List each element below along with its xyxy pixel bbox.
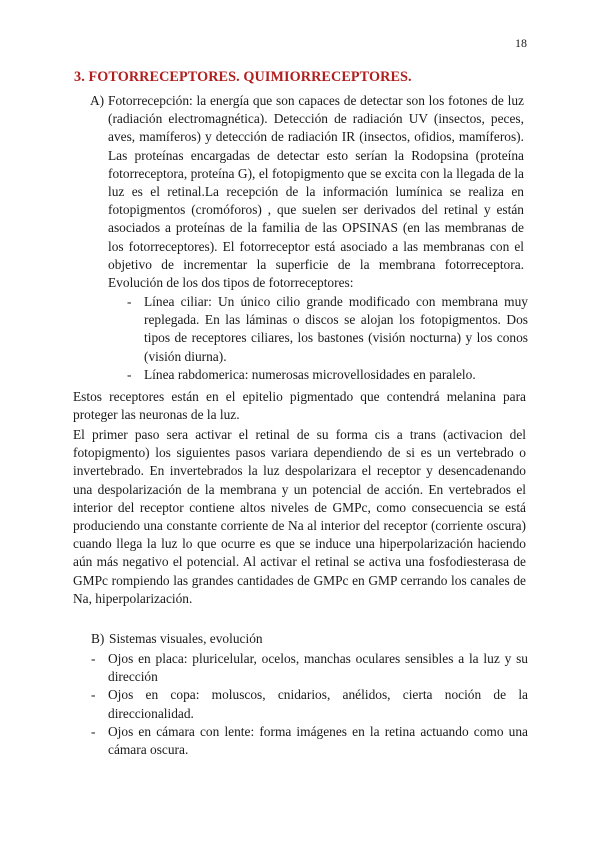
bullet-dash: - xyxy=(127,294,132,309)
list-item-text: Ojos en cámara con lente: forma imágenes en la retina actuando como una cámara oscura. xyxy=(108,723,528,758)
list-item xyxy=(0,686,600,722)
list-item-text: Línea ciliar: Un único cilio grande modificado con membrana muy replegada. En las láminas o discos se alojan los fotopigmentos. Dos tipos de receptores ciliares, los bastones (visión nocturna) y los conos (visión diurna). xyxy=(144,294,528,364)
paragraph-text: Estos receptores están en el epitelio pigmentado que contendrá melanina para proteger las neuronas de la luz. xyxy=(73,389,526,423)
section-a-marker: A) xyxy=(90,93,105,108)
section-a xyxy=(0,92,600,292)
photoreceptor-lines-list xyxy=(0,293,600,384)
section-b-marker: B) xyxy=(91,631,105,646)
list-item-text: Línea rabdomerica: numerosas microvellosidades en paralelo. xyxy=(144,366,476,382)
paragraph-retinal xyxy=(73,426,526,608)
section-a-text: Fotorrecepción: la energía que son capaces de detectar son los fotones de luz (radiación electromagnética). Detección de radiación UV (insectos, peces, aves, mamíferos) y detección de radiación IR (insectos, ofidios, mamíferos). Las proteínas encargadas de detectar esto serían la Rodopsina (proteína fotorreceptora, proteína G), el fotopigmento que se excita con la llegada de la luz es el retinal.La recepción de la información lumínica se realiza en fotopigmentos (cromóforos) , que suelen ser derivados del retinal y están asociados a proteínas de la familia de las OPSINAS (en las membranas de los fotorreceptores). El fotorreceptor está asociado a las membranas con el objetivo de incrementar la superficie de la membrana fotorreceptora. Evolución de los dos tipos de fotorreceptores: xyxy=(108,93,524,291)
bullet-dash: - xyxy=(91,687,96,703)
section-b xyxy=(0,630,600,648)
page-number: 18 xyxy=(515,36,527,50)
bullet-dash: - xyxy=(91,651,96,666)
bullet-dash: - xyxy=(91,723,96,739)
list-item-text: Ojos en placa: pluricelular, ocelos, manchas oculares sensibles a la luz y su dirección xyxy=(108,651,528,685)
list-item-text: Ojos en copa: moluscos, cnidarios, anélidos, cierta noción de la direccionalidad. xyxy=(108,687,528,721)
section-heading: 3. FOTORRECEPTORES. QUIMIORRECEPTORES. xyxy=(74,69,412,85)
list-item xyxy=(0,366,600,384)
list-item xyxy=(0,723,600,759)
visual-systems-list xyxy=(0,650,600,759)
paragraph-text: El primer paso sera activar el retinal de su forma cis a trans (activacion del fotopigmento) los siguientes pasos variara dependiendo de si es un vertebrado o invertebrado. En invertebrados la luz despolarizara el receptor y desencadenando una despolarización de la membrana y un potencial de acción. En vertebrados el interior del receptor contiene altos niveles de GMPc, como consecuencia se está produciendo una constante corriente de Na al interior del receptor (corriente oscura) cuando llega la luz lo que ocurre es que se induce una hiperpolarización haciendo aún más negativo el potencial. Al activar el retinal se activa una fosfodiesterasa de GMPc rompiendo las grandes cantidades de GMPc en GMP cerrando los canales de Na, hiperpolarización. xyxy=(73,427,526,606)
list-item xyxy=(0,293,600,366)
list-item xyxy=(0,650,600,686)
section-b-title: Sistemas visuales, evolución xyxy=(109,631,263,646)
bullet-dash: - xyxy=(127,366,132,382)
paragraph-receptors xyxy=(73,388,526,424)
